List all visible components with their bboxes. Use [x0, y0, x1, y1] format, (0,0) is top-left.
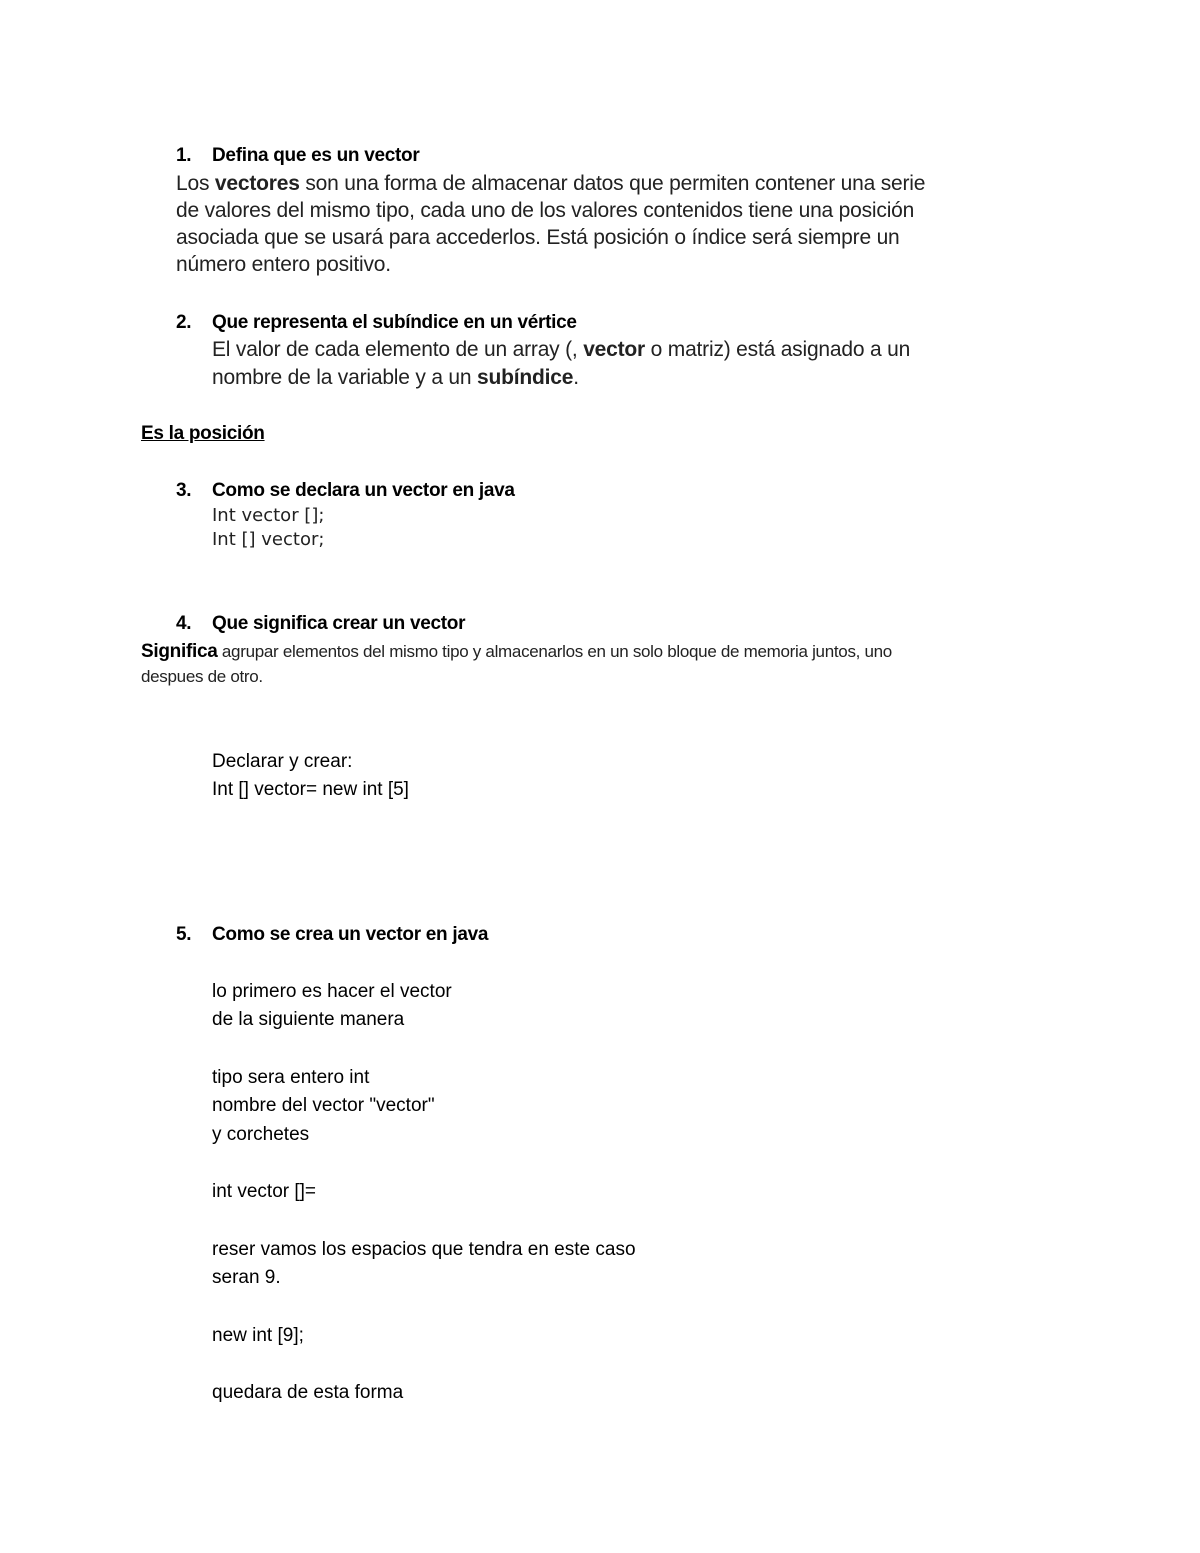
q3-code-1: Int vector [];	[212, 505, 325, 526]
q4-title: Que significa crear un vector	[212, 613, 466, 634]
q4-example-label: Declarar y crear:	[212, 751, 353, 772]
q3-heading	[176, 480, 515, 502]
q5-line-5: y corchetes	[212, 1124, 310, 1145]
q2-heading	[176, 312, 577, 334]
q5-line-4: nombre del vector "vector"	[212, 1095, 435, 1116]
q1-line-1-a: Los	[176, 172, 215, 195]
q4-line-1-bold: Significa	[141, 641, 218, 662]
q2-line-1-b: o matriz) está asignado a un	[645, 338, 911, 361]
q5-line-7: reser vamos los espacios que tendra en este caso	[212, 1239, 636, 1260]
q5-line-10: quedara de esta forma	[212, 1382, 404, 1403]
q5-heading	[176, 924, 488, 946]
q2-answer-text: Es la posición	[141, 423, 265, 444]
q2-line-2-bold: subíndice	[477, 366, 574, 389]
q3-code-2: Int [] vector;	[212, 529, 325, 550]
q5-line-9: new int [9];	[212, 1325, 304, 1346]
q2-number: 2.	[176, 312, 192, 333]
q1-line-1-bold: vectores	[214, 172, 300, 195]
q4-line-1	[141, 641, 892, 663]
q1-title: Defina que es un vector	[212, 145, 420, 166]
q5-title: Como se crea un vector en java	[212, 924, 489, 945]
q5-line-2: de la siguiente manera	[212, 1009, 405, 1030]
q5-line-6: int vector []=	[212, 1181, 317, 1202]
q1-line-3: asociada que se usará para accederlos. Está posición o índice será siempre un	[176, 226, 900, 249]
q4-line-2: despues de otro.	[141, 667, 263, 686]
q5-line-1: lo primero es hacer el vector	[212, 981, 452, 1002]
q5-line-3: tipo sera entero int	[212, 1067, 370, 1088]
q5-number: 5.	[176, 924, 192, 945]
q1-line-1-b: son una forma de almacenar datos que permiten contener una serie	[299, 172, 926, 195]
q1-heading	[176, 145, 419, 167]
q3-title: Como se declara un vector en java	[212, 480, 515, 501]
q2-line-1	[212, 338, 910, 362]
q2-answer	[141, 423, 265, 445]
q1-line-4: número entero positivo.	[176, 253, 391, 276]
q1-line-1	[176, 172, 925, 196]
q1-line-2: de valores del mismo tipo, cada uno de los valores contenidos tiene una posición	[176, 199, 915, 222]
q2-line-1-bold: vector	[583, 338, 646, 361]
q2-line-1-a: El valor de cada elemento de un array (,	[212, 338, 584, 361]
q2-line-2-b: .	[573, 366, 579, 389]
q1-number: 1.	[176, 145, 192, 166]
q4-example-code: Int [] vector= new int [5]	[212, 779, 409, 800]
q2-title: Que representa el subíndice en un vértice	[212, 312, 577, 333]
q3-number: 3.	[176, 480, 192, 501]
q4-heading	[176, 613, 465, 635]
q4-line-1-text: agrupar elementos del mismo tipo y almacenarlos en un solo bloque de memoria juntos, uno	[217, 642, 892, 661]
q4-number: 4.	[176, 613, 192, 634]
q5-line-8: seran 9.	[212, 1267, 281, 1288]
q2-line-2	[212, 366, 579, 390]
q2-line-2-a: nombre de la variable y a un	[212, 366, 478, 389]
